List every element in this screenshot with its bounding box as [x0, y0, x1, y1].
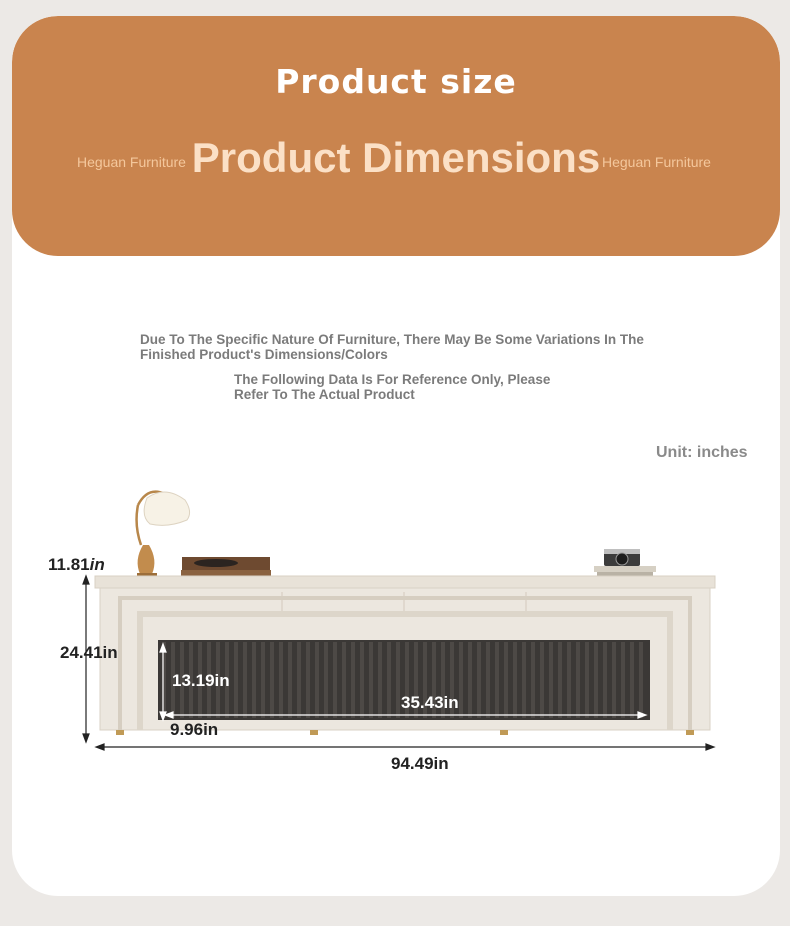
- variation-note: Due To The Specific Nature Of Furniture, There May Be Some Variations In The Finished Product's Dimensions/Colors: [140, 332, 644, 362]
- panel-slat: [585, 642, 589, 718]
- panel-slat: [270, 642, 274, 718]
- unit-label: Unit: inches: [656, 444, 748, 461]
- panel-slat: [567, 642, 571, 718]
- panel-slat: [306, 642, 310, 718]
- header-title: Product size: [275, 62, 517, 101]
- panel-slat: [351, 642, 355, 718]
- panel-slat: [558, 642, 562, 718]
- leg-gap-dimension: 9.96in: [170, 720, 219, 739]
- panel-slat: [378, 642, 382, 718]
- header-subtitle: Product Dimensions: [191, 134, 601, 181]
- panel-slat: [252, 642, 256, 718]
- panel-slat: [639, 642, 643, 718]
- panel-slat: [504, 642, 508, 718]
- panel-slat: [531, 642, 535, 718]
- depth-dimension: [48, 555, 105, 575]
- reference-note: The Following Data Is For Reference Only, Please Refer To The Actual Product: [234, 372, 551, 402]
- panel-slat: [261, 642, 265, 718]
- panel-slat: [495, 642, 499, 718]
- panel-slat: [315, 642, 319, 718]
- depth-value: 11.81: [48, 555, 90, 574]
- depth-unit: in: [89, 555, 105, 574]
- panel-slat: [576, 642, 580, 718]
- panel-slat: [459, 642, 463, 718]
- panel-slat: [342, 642, 346, 718]
- panel-slat: [333, 642, 337, 718]
- panel-slat: [540, 642, 544, 718]
- panel-slat: [477, 642, 481, 718]
- panel-slat: [594, 642, 598, 718]
- inner-width-dimension: 35.43in: [401, 693, 459, 712]
- height-dimension: 24.41in: [60, 643, 118, 662]
- panel-slat: [387, 642, 391, 718]
- panel-slat: [603, 642, 607, 718]
- panel-slat: [468, 642, 472, 718]
- total-width-dimension: 94.49in: [391, 754, 449, 773]
- panel-slat: [486, 642, 490, 718]
- panel-slat: [396, 642, 400, 718]
- panel-slat: [234, 642, 238, 718]
- brand-watermark-right: Heguan Furniture: [602, 154, 711, 170]
- cabinet-top: [95, 576, 715, 588]
- panel-slat: [288, 642, 292, 718]
- panel-slat: [513, 642, 517, 718]
- panel-slat: [549, 642, 553, 718]
- panel-slat: [630, 642, 634, 718]
- table-lamp: [137, 492, 190, 577]
- panel-slat: [522, 642, 526, 718]
- brand-watermark-left: Heguan Furniture: [77, 154, 186, 170]
- panel-slat: [243, 642, 247, 718]
- record-player: [181, 557, 271, 578]
- panel-slat: [369, 642, 373, 718]
- inner-height-dimension: 13.19in: [172, 671, 230, 690]
- camera-on-books: [594, 549, 656, 578]
- panel-slat: [360, 642, 364, 718]
- panel-slat: [621, 642, 625, 718]
- panel-slat: [279, 642, 283, 718]
- panel-slat: [297, 642, 301, 718]
- panel-slat: [324, 642, 328, 718]
- panel-slat: [612, 642, 616, 718]
